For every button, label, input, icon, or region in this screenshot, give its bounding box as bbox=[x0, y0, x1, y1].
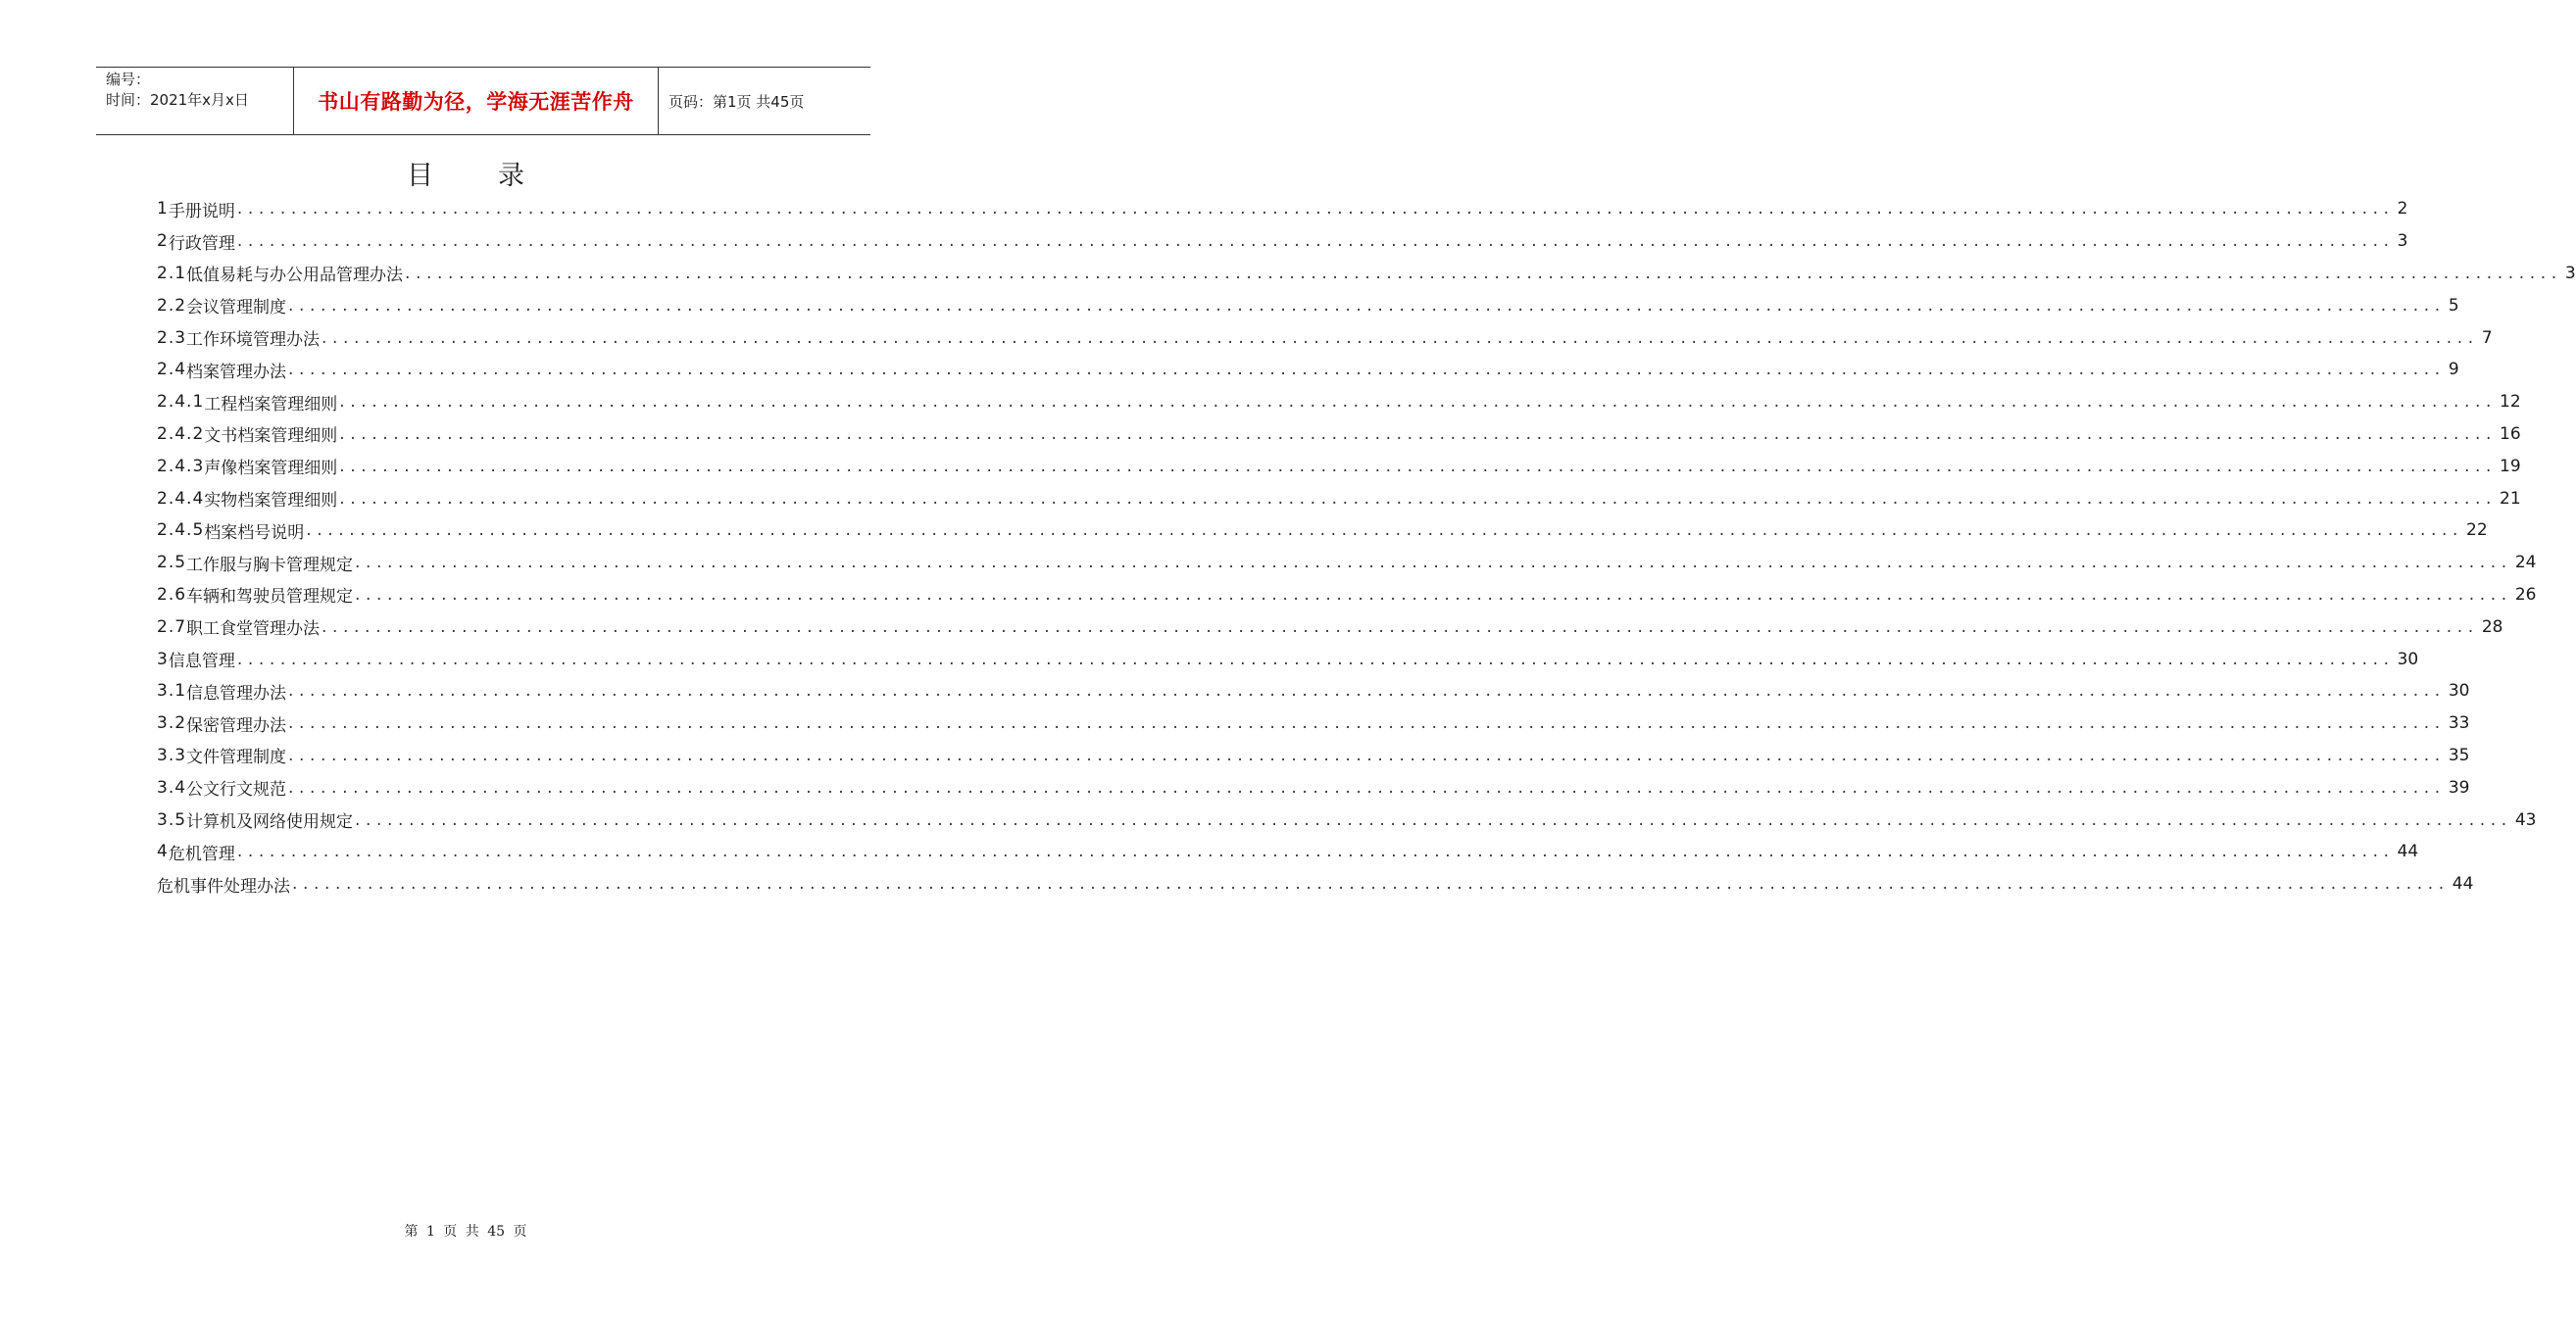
toc-dot-leader: ........................................................................................................................................................................................................ bbox=[339, 456, 2498, 476]
toc-entry-page: 5 bbox=[2448, 295, 2459, 316]
toc-entry-number: 2.4.4 bbox=[157, 488, 205, 509]
toc-entry-title: 保密管理办法 bbox=[186, 715, 287, 736]
toc-entry-title: 信息管理办法 bbox=[186, 683, 287, 704]
toc-entry-number: 3.4 bbox=[157, 777, 187, 798]
toc-entry-page: 28 bbox=[2481, 616, 2503, 637]
toc-entry-title: 工作服与胸卡管理规定 bbox=[186, 555, 354, 575]
toc-entry-number: 2 bbox=[157, 231, 169, 252]
toc-entry-page: 3 bbox=[2564, 263, 2576, 283]
toc-dot-leader: ........................................................................................................................................................................................................ bbox=[288, 777, 2446, 798]
toc-entry-title: 手册说明 bbox=[168, 201, 235, 221]
toc-entry-number: 2.4.3 bbox=[157, 456, 205, 476]
toc-dot-leader: ........................................................................................................................................................................................................ bbox=[405, 263, 2562, 283]
toc-entry[interactable] bbox=[157, 579, 2537, 611]
toc-entry-number: 3.2 bbox=[157, 713, 187, 734]
document-time-label: 时间：2021年x月x日 bbox=[106, 91, 249, 109]
header-page-info: 页码：第1页 共45页 bbox=[669, 92, 805, 111]
toc-entry[interactable] bbox=[157, 354, 2459, 386]
toc-entry[interactable] bbox=[157, 804, 2537, 836]
toc-entry[interactable] bbox=[157, 675, 2470, 707]
toc-entry-page: 30 bbox=[2397, 649, 2419, 669]
toc-entry-number: 2.6 bbox=[157, 584, 187, 605]
toc-entry-page: 33 bbox=[2448, 713, 2470, 734]
toc-entry-number: 2.4 bbox=[157, 360, 187, 380]
toc-entry[interactable] bbox=[157, 321, 2493, 354]
toc-entry[interactable] bbox=[157, 514, 2488, 547]
toc-entry[interactable] bbox=[157, 707, 2470, 740]
toc-entry-title: 危机管理 bbox=[168, 844, 235, 864]
toc-dot-leader: ........................................................................................................................................................................................................ bbox=[236, 199, 2395, 220]
toc-dot-leader: ........................................................................................................................................................................................................ bbox=[288, 295, 2446, 316]
toc-entry[interactable] bbox=[157, 610, 2503, 643]
toc-dot-leader: ........................................................................................................................................................................................................ bbox=[339, 423, 2498, 444]
toc-dot-leader: ........................................................................................................................................................................................................ bbox=[322, 616, 2479, 637]
header-page-cell bbox=[659, 68, 870, 134]
toc-entry-number: 2.4.2 bbox=[157, 423, 205, 444]
toc-entry-number: 2.4.1 bbox=[157, 392, 205, 413]
toc-entry[interactable] bbox=[157, 386, 2521, 418]
toc-dot-leader: ........................................................................................................................................................................................................ bbox=[288, 681, 2446, 702]
toc-entry-number: 1 bbox=[157, 199, 169, 220]
toc-entry-number: 3 bbox=[157, 649, 169, 669]
toc-entry-page: 12 bbox=[2500, 392, 2521, 413]
toc-entry-title: 职工食堂管理办法 bbox=[186, 619, 321, 640]
toc-entry-title: 低值易耗与办公用品管理办法 bbox=[186, 266, 404, 286]
toc-entry-page: 30 bbox=[2448, 681, 2470, 702]
toc-entry-title: 会议管理制度 bbox=[186, 298, 287, 318]
toc-entry-page: 21 bbox=[2500, 488, 2521, 509]
toc-entry[interactable] bbox=[157, 836, 2419, 868]
toc-entry[interactable] bbox=[157, 289, 2459, 321]
toc-entry-title: 文书档案管理细则 bbox=[204, 426, 338, 447]
toc-entry-number: 3.3 bbox=[157, 745, 187, 765]
toc-entry[interactable] bbox=[157, 418, 2521, 451]
toc-entry-title: 工作环境管理办法 bbox=[186, 330, 321, 351]
toc-entry-page: 35 bbox=[2448, 745, 2470, 765]
toc-entry-number: 2.7 bbox=[157, 616, 187, 637]
toc-entry-title: 车辆和驾驶员管理规定 bbox=[186, 587, 354, 608]
toc-dot-leader: ........................................................................................................................................................................................................ bbox=[288, 713, 2446, 734]
toc-entry-title: 声像档案管理细则 bbox=[204, 459, 338, 479]
toc-dot-leader: ........................................................................................................................................................................................................ bbox=[355, 553, 2512, 573]
page-header bbox=[96, 67, 870, 135]
toc-entry[interactable] bbox=[157, 450, 2521, 482]
toc-entry[interactable] bbox=[157, 258, 2576, 290]
toc-entry-number: 2.3 bbox=[157, 327, 187, 348]
toc-entry[interactable] bbox=[157, 868, 2474, 901]
toc-dot-leader: ........................................................................................................................................................................................................ bbox=[292, 874, 2450, 895]
toc-entry-page: 7 bbox=[2481, 327, 2493, 348]
toc-entry-title: 实物档案管理细则 bbox=[204, 491, 338, 512]
toc-entry-page: 43 bbox=[2514, 809, 2537, 830]
toc-entry-title: 文件管理制度 bbox=[186, 748, 287, 768]
toc-entry-page: 26 bbox=[2514, 584, 2537, 605]
toc-entry-number: 2.5 bbox=[157, 553, 187, 573]
header-motto-cell bbox=[293, 68, 659, 134]
toc-entry-page: 9 bbox=[2448, 360, 2459, 380]
toc-entry[interactable] bbox=[157, 740, 2470, 772]
toc-title: 目录 bbox=[407, 161, 589, 191]
toc-dot-leader: ........................................................................................................................................................................................................ bbox=[236, 649, 2395, 669]
toc-entry-title: 公文行文规范 bbox=[186, 780, 287, 801]
toc-dot-leader: ........................................................................................................................................................................................................ bbox=[339, 392, 2498, 413]
toc-entry-title: 档案管理办法 bbox=[186, 362, 287, 382]
toc-entry-number: 3.1 bbox=[157, 681, 187, 702]
toc-entry-number: 2.2 bbox=[157, 295, 187, 316]
toc-entry-page: 19 bbox=[2500, 456, 2521, 476]
toc-dot-leader: ........................................................................................................................................................................................................ bbox=[322, 327, 2479, 348]
toc-entry-title: 行政管理 bbox=[168, 233, 235, 254]
toc-entry[interactable] bbox=[157, 482, 2521, 514]
toc-entry-title: 档案档号说明 bbox=[204, 522, 305, 543]
toc-entry-title: 危机事件处理办法 bbox=[157, 876, 290, 897]
toc-dot-leader: ........................................................................................................................................................................................................ bbox=[306, 520, 2464, 541]
toc-dot-leader: ........................................................................................................................................................................................................ bbox=[288, 745, 2446, 765]
toc-entry-title: 计算机及网络使用规定 bbox=[186, 812, 354, 833]
toc-entry-number: 2.4.5 bbox=[157, 520, 205, 541]
toc-dot-leader: ........................................................................................................................................................................................................ bbox=[355, 584, 2512, 605]
toc-dot-leader: ........................................................................................................................................................................................................ bbox=[236, 842, 2395, 862]
page-footer: 第 1 页 共 45 页 bbox=[404, 1224, 527, 1240]
motto-text: 书山有路勤为径，学海无涯苦作舟 bbox=[318, 90, 634, 114]
toc-entry-page: 44 bbox=[2452, 874, 2474, 895]
toc-entry-page: 44 bbox=[2397, 842, 2419, 862]
toc-entry-page: 39 bbox=[2448, 777, 2470, 798]
toc-entry[interactable] bbox=[157, 771, 2470, 804]
toc-entry[interactable] bbox=[157, 643, 2419, 675]
toc-entry-title: 工程档案管理细则 bbox=[204, 394, 338, 415]
toc-entry-number: 2.1 bbox=[157, 263, 187, 283]
table-of-contents bbox=[157, 193, 2576, 901]
toc-entry[interactable] bbox=[157, 193, 2408, 225]
toc-entry-number: 3.5 bbox=[157, 809, 187, 830]
toc-dot-leader: ........................................................................................................................................................................................................ bbox=[288, 360, 2446, 380]
toc-dot-leader: ........................................................................................................................................................................................................ bbox=[355, 809, 2512, 830]
toc-entry[interactable] bbox=[157, 225, 2408, 258]
document-number-label: 编号： bbox=[106, 71, 151, 88]
toc-dot-leader: ........................................................................................................................................................................................................ bbox=[236, 231, 2395, 252]
toc-entry-title: 信息管理 bbox=[168, 652, 235, 672]
toc-dot-leader: ........................................................................................................................................................................................................ bbox=[339, 488, 2498, 509]
toc-entry-page: 3 bbox=[2397, 231, 2408, 252]
toc-entry-page: 2 bbox=[2397, 199, 2408, 220]
toc-entry-number: 4 bbox=[157, 842, 169, 862]
toc-entry-page: 22 bbox=[2466, 520, 2488, 541]
toc-entry[interactable] bbox=[157, 547, 2537, 579]
header-left-cell bbox=[96, 68, 293, 134]
toc-entry-page: 16 bbox=[2500, 423, 2521, 444]
toc-entry-page: 24 bbox=[2514, 553, 2537, 573]
